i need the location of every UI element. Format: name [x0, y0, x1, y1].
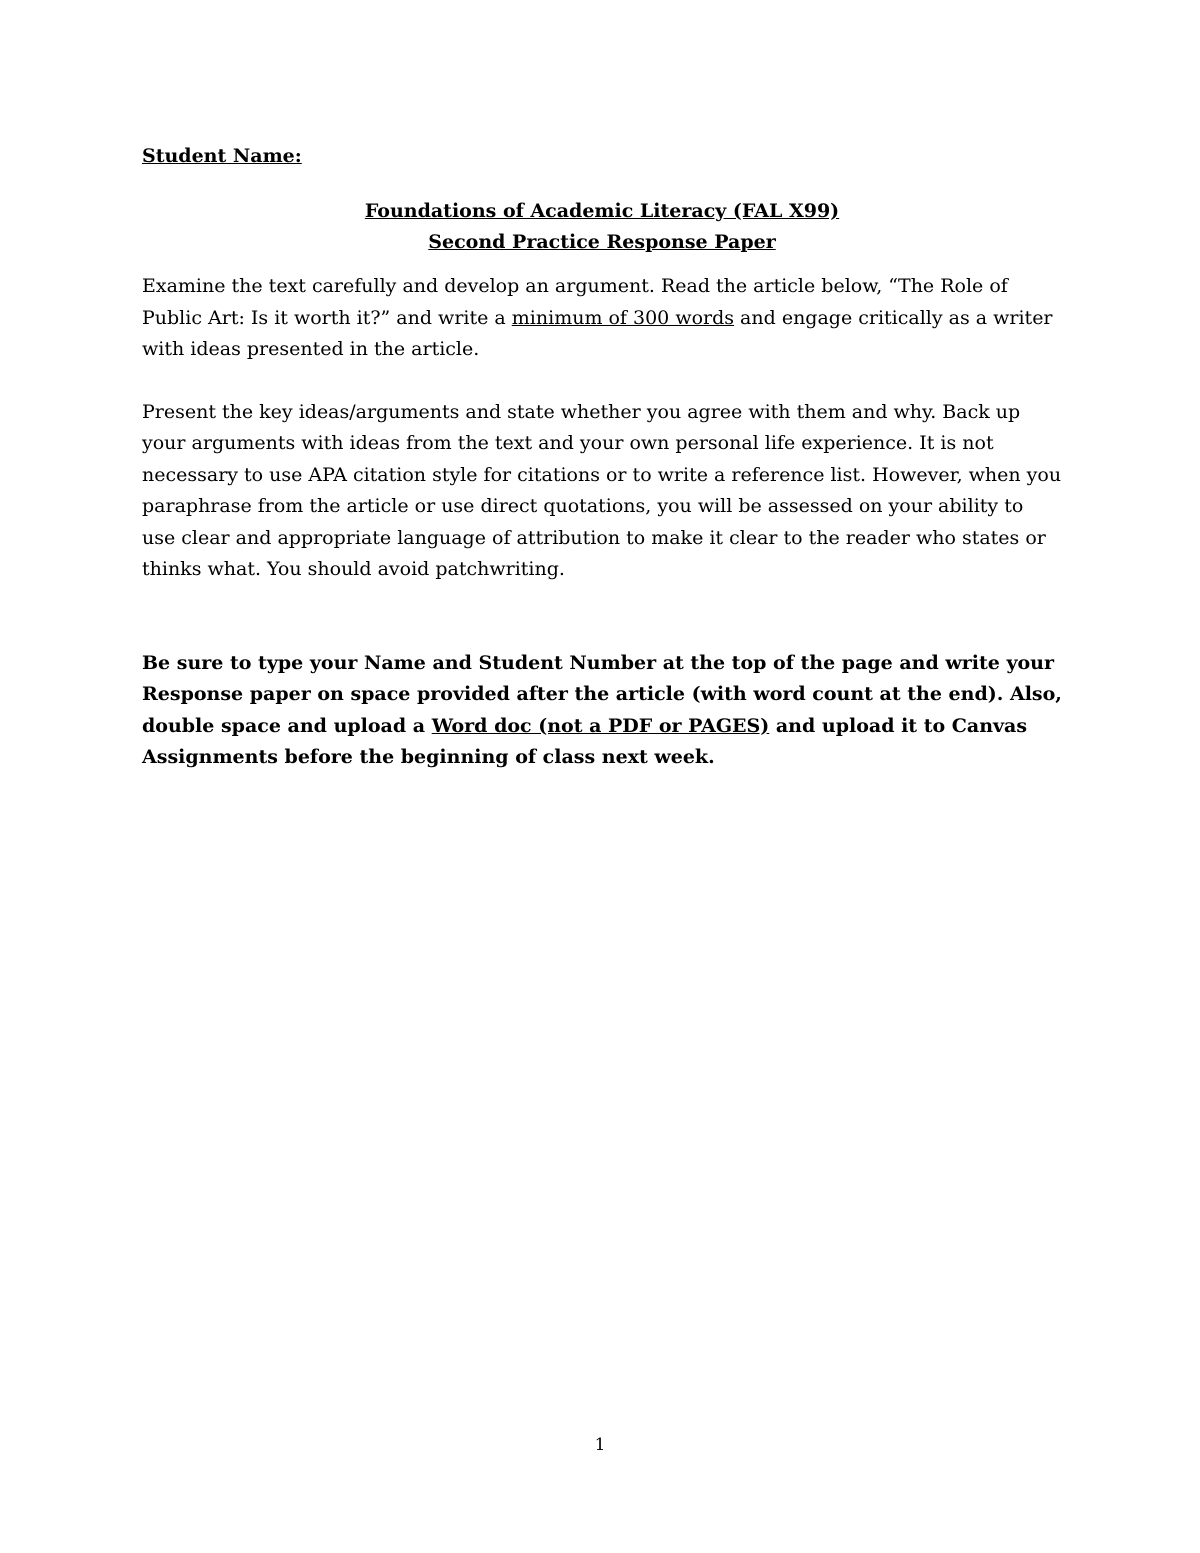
instructions-paragraph-2: Present the key ideas/arguments and state whether you agree with them and why. Back up your arguments with ideas from the text and your own personal life experience. It is not necessary to use APA citation style for citations or to write a reference list. However, when you paraphrase from the article or use direct quotations, you will be assessed on your ability to use clear and appropriate language of attribution to make it clear to the reader who states or thinks what. You should avoid patchwriting.	[142, 400, 1062, 580]
instructions-paragraph-1	[142, 271, 1062, 366]
file-format-requirement: Word doc (not a PDF or PAGES)	[431, 714, 770, 737]
document-body	[142, 140, 1062, 774]
course-title: Foundations of Academic Literacy (FAL X99)	[364, 200, 840, 222]
paragraph-1-text-a: Examine the text carefully and develop an argument. Read the article below, “The Role of Public Art: Is it worth it?” and write a	[142, 275, 1008, 329]
paragraph-1-text-b: and engage critically as a writer with ideas presented in the article.	[142, 306, 1053, 360]
paragraph-3-text-a: Be sure to type your Name and Student Number at the top of the page and write your Response paper on space provided after the article (with word count at the end). Also, double space and upload a	[142, 651, 1062, 737]
page-number: 1	[594, 1435, 606, 1455]
title-block	[142, 196, 1062, 258]
submission-instructions	[142, 648, 1062, 774]
paragraph-3-text-b: and upload it to Canvas Assignments before the beginning of class next week.	[142, 714, 1028, 768]
student-name-label: Student Name:	[142, 145, 302, 167]
minimum-words-requirement: minimum of 300 words	[511, 306, 735, 329]
paper-title: Second Practice Response Paper	[428, 231, 776, 253]
